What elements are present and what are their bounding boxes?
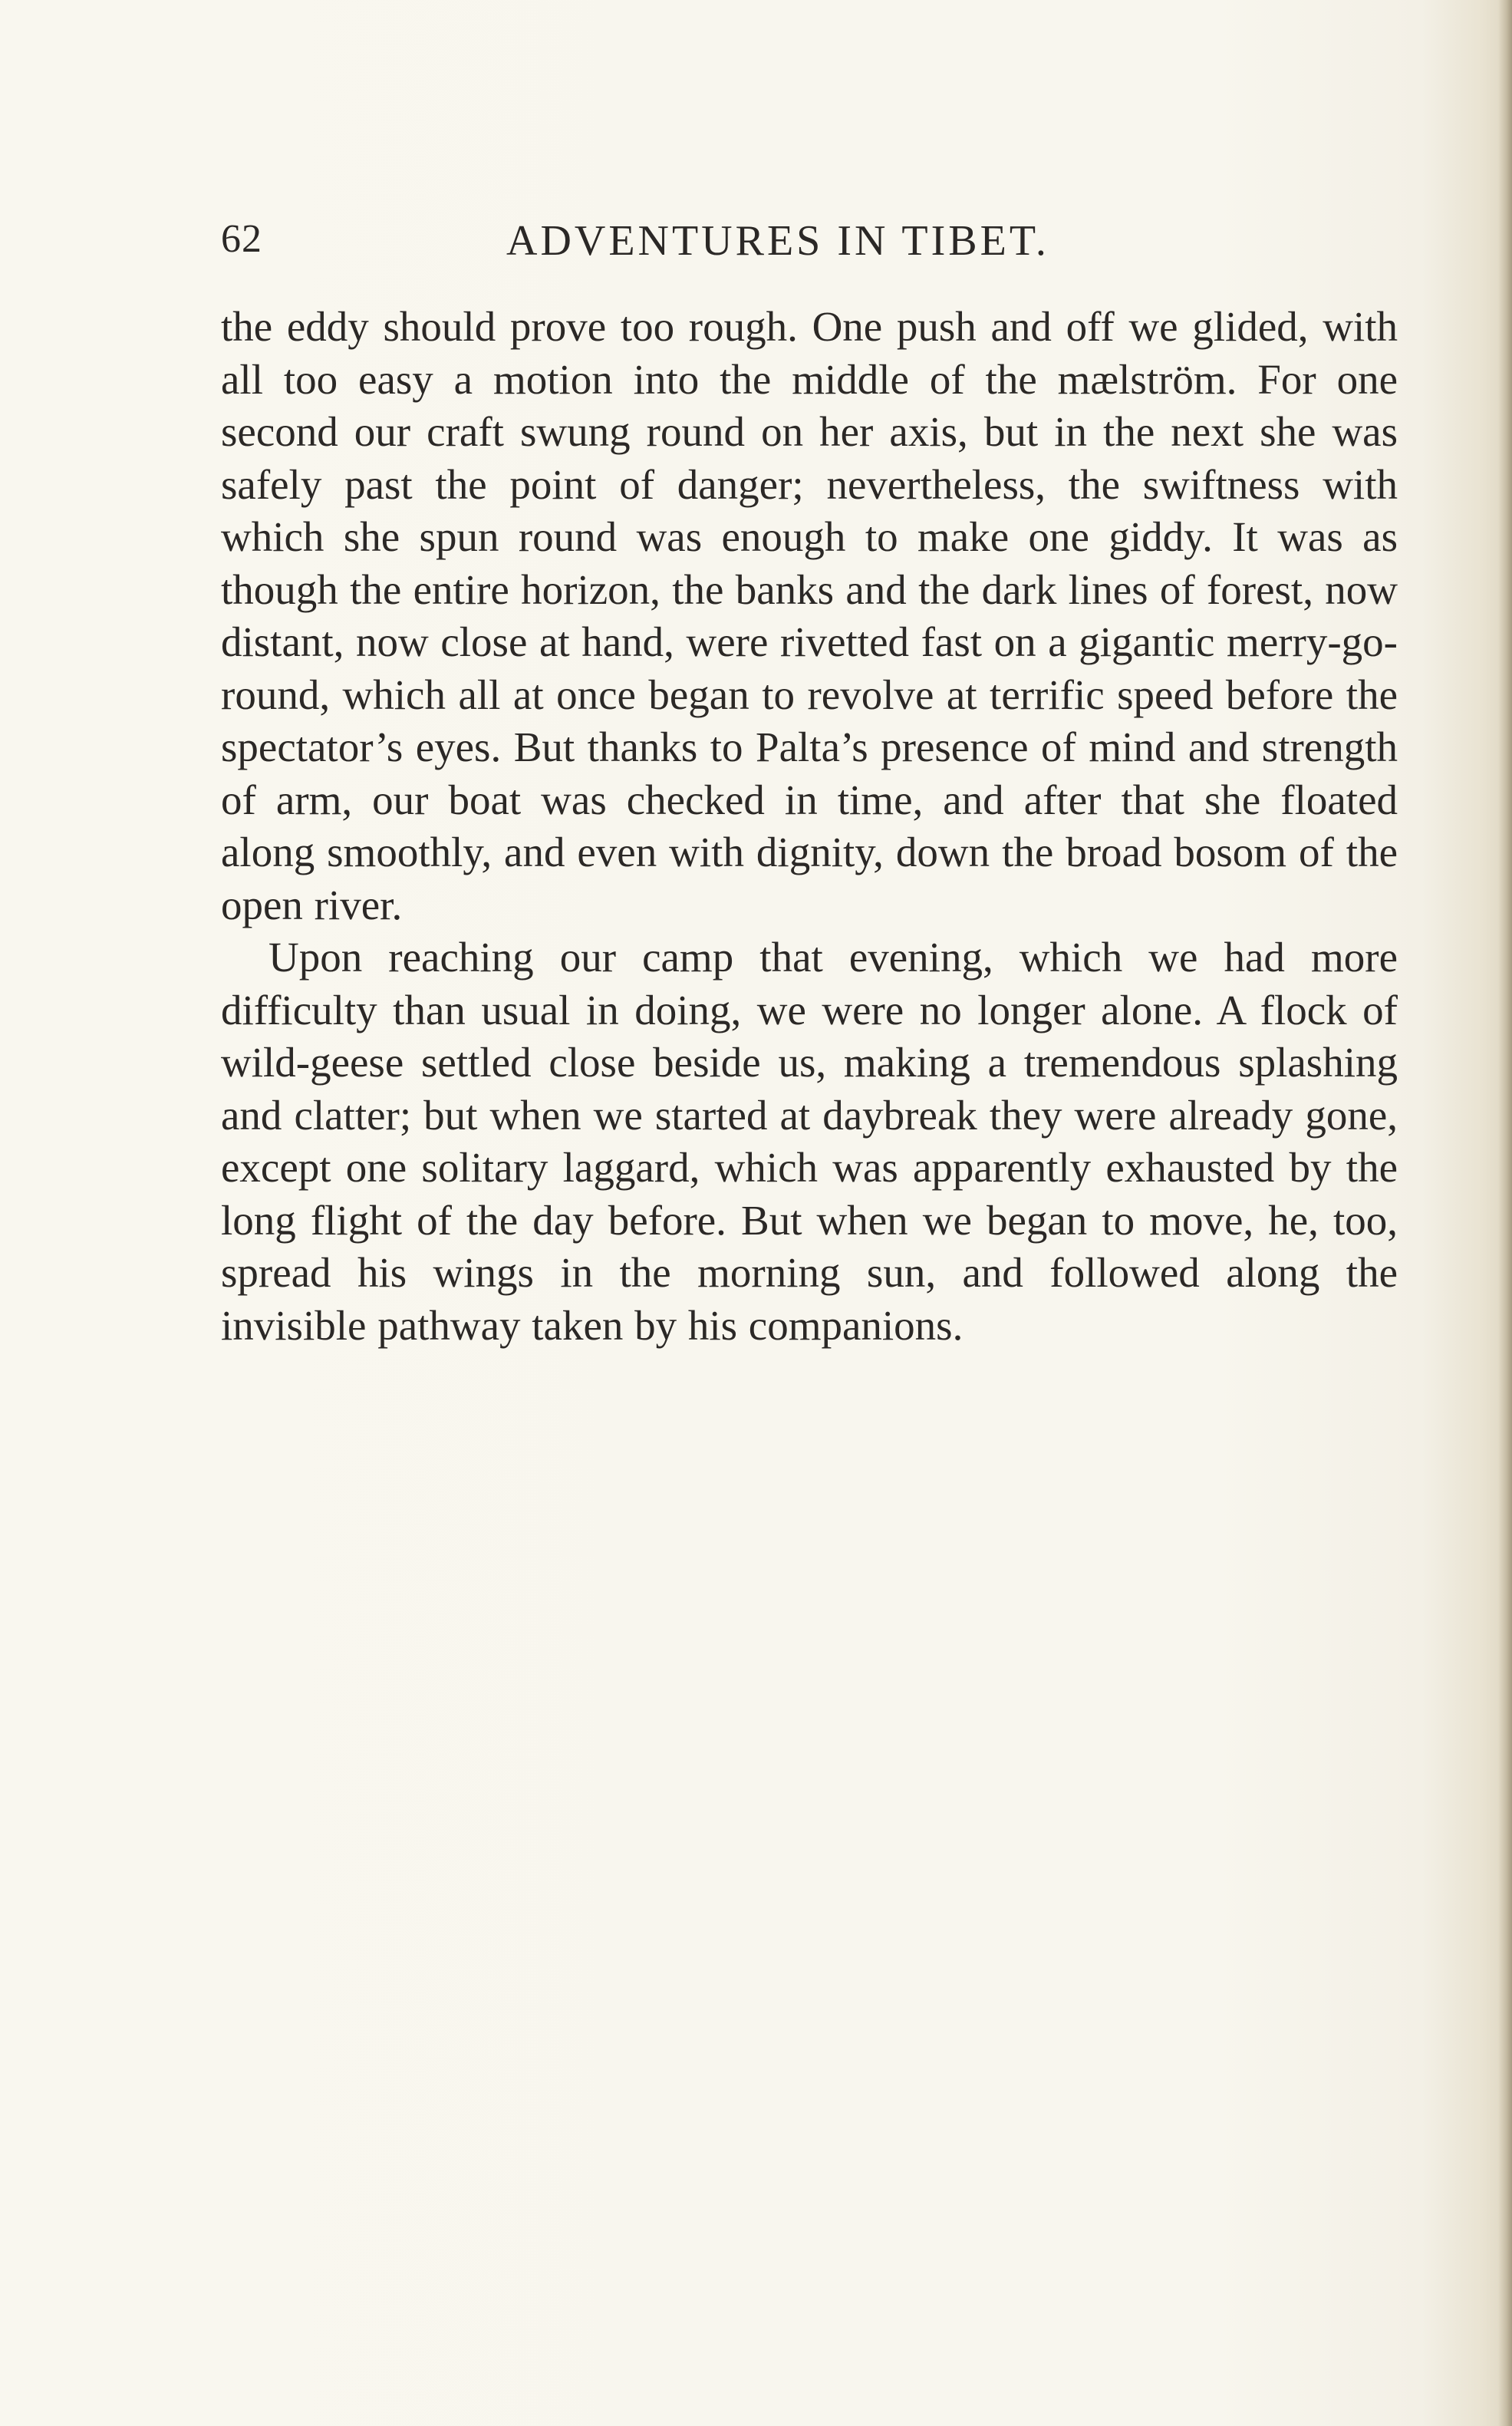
body-text (221, 301, 1398, 1352)
page-number: 62 (221, 217, 262, 261)
paragraph-1: the eddy should prove too rough. One push and off we glided, with all too easy a motion into the middle of the mælström. For one second our craft swung round on her axis, but in the next she was safely past the point of danger; nevertheless, the swiftness with which she spun round was enough to make one giddy. It was as though the entire horizon, the banks and the dark lines of forest, now distant, now close at hand, were rivetted fast on a gigantic merry-go-round, which all at once began to revolve at terrific speed before the spectator’s eyes. But thanks to Palta’s presence of mind and strength of arm, our boat was checked in time, and after that she floated along smoothly, and even with dignity, down the broad bosom of the open river. (221, 303, 1398, 928)
running-head (221, 207, 1398, 269)
running-title: ADVENTURES IN TIBET. (506, 217, 1049, 265)
page-edge-shadow (1498, 0, 1512, 2426)
paragraph-2: Upon reaching our camp that evening, which we had more difficulty than usual in doing, we were no longer alone. A flock of wild-geese settled close beside us, making a tremendous splashing and clatter; but when we started at daybreak they were already gone, except one solitary laggard, which was apparently exhausted by the long flight of the day before. But when we began to move, he, too, spread his wings in the morning sun, and followed along the invisible pathway taken by his companions. (221, 934, 1398, 1349)
